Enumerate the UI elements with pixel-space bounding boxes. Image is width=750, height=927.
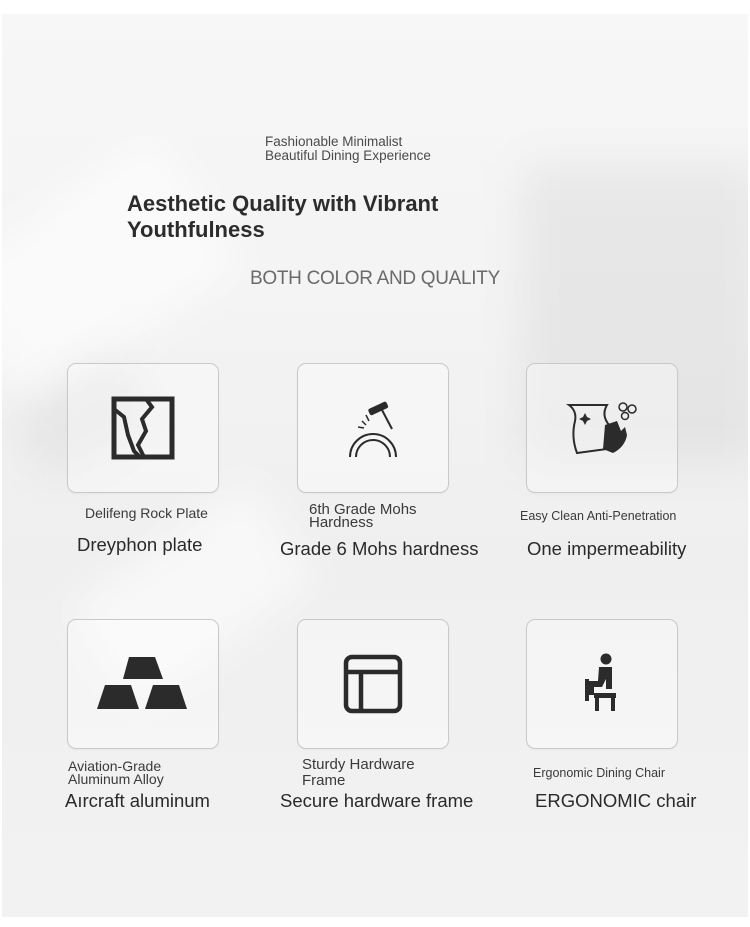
- seated-person-icon: [582, 653, 622, 715]
- headline-line-1: Aesthetic Quality with Vibrant: [127, 191, 439, 216]
- feature-label-small: [302, 757, 415, 789]
- feature-card-ergonomic: [526, 619, 678, 749]
- feature-card-easy-clean: [526, 363, 678, 493]
- tagline: BOTH COLOR AND QUALITY: [250, 268, 500, 289]
- subtitle: [265, 135, 525, 163]
- feature-card-frame: [297, 619, 449, 749]
- rock-plate-icon: [110, 395, 176, 461]
- feature-label-small: Easy Clean Anti-Penetration: [520, 509, 677, 523]
- feature-card-rock-plate: [67, 363, 219, 493]
- feature-label-small: [68, 760, 164, 786]
- feature-label-big: Secure hardware frame: [280, 790, 474, 811]
- clean-hand-icon: [565, 397, 639, 459]
- feature-label-small-line: 6th Grade Mohs: [309, 501, 417, 518]
- subtitle-line-2: Beautiful Dining Experience: [265, 148, 431, 163]
- headline-line-2: Youthfulness: [127, 217, 265, 242]
- feature-label-big: Aırcraft aluminum: [65, 790, 210, 811]
- feature-label-small-line: Sturdy Hardware: [302, 756, 415, 773]
- gold-bars-icon: [97, 653, 189, 715]
- feature-label-big: One impermeability: [527, 538, 687, 559]
- feature-label-small: Delifeng Rock Plate: [85, 505, 208, 521]
- feature-label-small-line: Hardness: [309, 514, 374, 531]
- feature-card-mohs: [297, 363, 449, 493]
- feature-label-small: Ergonomic Dining Chair: [533, 766, 666, 780]
- frame-icon: [343, 654, 403, 714]
- feature-label-small-line: Aviation-Grade: [68, 758, 162, 774]
- feature-label-big: ERGONOMIC chair: [535, 790, 697, 811]
- feature-label-big: Dreyphon plate: [77, 534, 203, 555]
- headline: [127, 191, 547, 243]
- feature-card-aluminum: [67, 619, 219, 749]
- subtitle-line-1: Fashionable Minimalist: [265, 134, 403, 149]
- hammer-ring-icon: [338, 395, 408, 461]
- feature-label-small-line: Aluminum Alloy: [68, 771, 164, 787]
- feature-label-small-line: Frame: [302, 772, 346, 789]
- feature-label-small: [309, 503, 417, 529]
- feature-label-big: Grade 6 Mohs hardness: [280, 538, 479, 559]
- background-panel: [2, 14, 748, 917]
